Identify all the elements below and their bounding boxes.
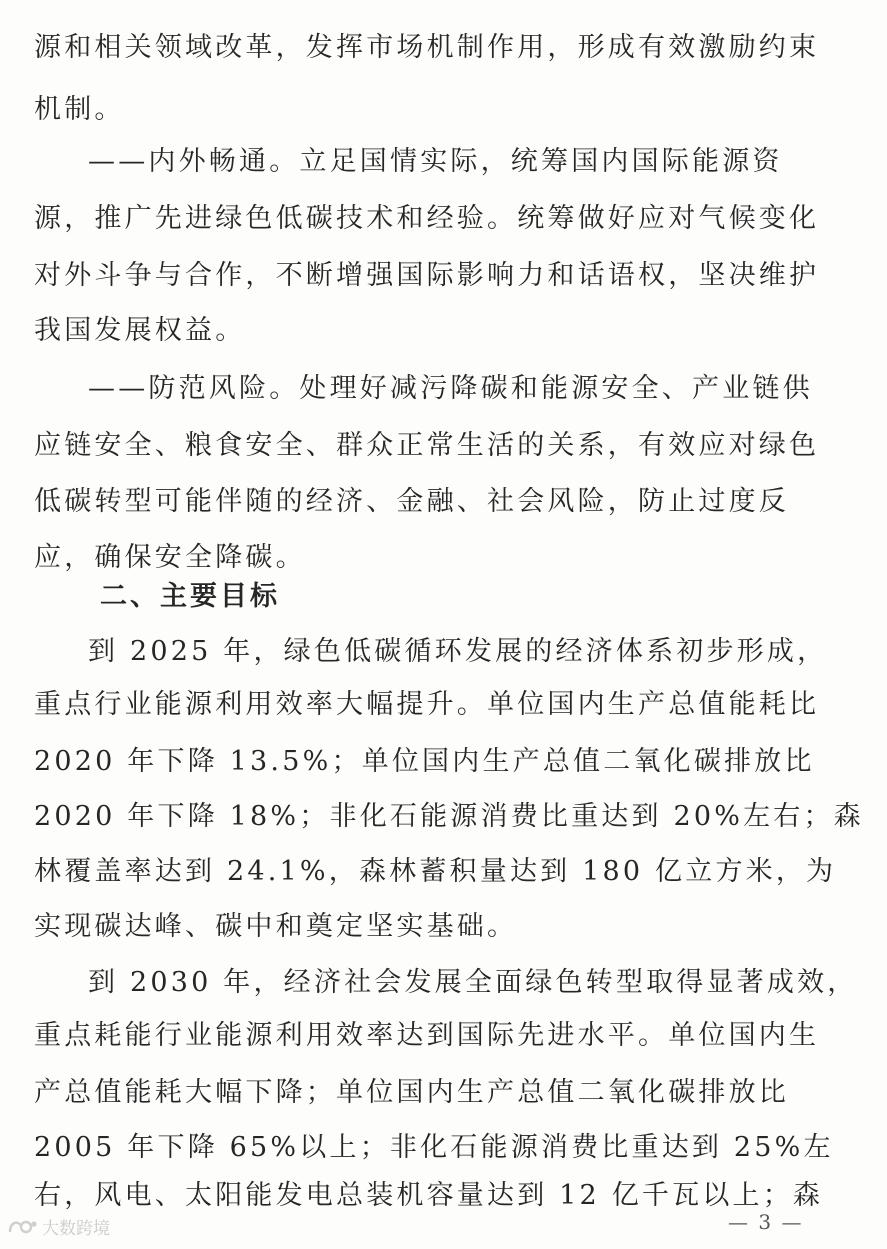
text-line: 我国发展权益。 — [34, 315, 246, 346]
text-line: 林覆盖率达到 24.1%，森林蓄积量达到 180 亿立方米，为 — [34, 856, 837, 887]
text-line: 2020 年下降 18%；非化石能源消费比重达到 20%左右；森 — [34, 801, 864, 832]
page-number: — 3 — — [728, 1210, 804, 1234]
text-line: 应链安全、粮食安全、群众正常生活的关系，有效应对绿色 — [34, 430, 820, 461]
text-line: 重点行业能源利用效率大幅提升。单位国内生产总值能耗比 — [34, 689, 820, 720]
text-line: 2005 年下降 65%以上；非化石能源消费比重达到 25%左 — [34, 1132, 834, 1163]
text-line: 源和相关领域改革，发挥市场机制作用，形成有效激励约束 — [34, 32, 820, 63]
text-line: 到 2030 年，经济社会发展全面绿色转型取得显著成效， — [88, 967, 858, 998]
watermark-text: 大数跨境 — [42, 1219, 110, 1239]
text-line: 产总值能耗大幅下降；单位国内生产总值二氧化碳排放比 — [34, 1077, 789, 1108]
text-line: 重点耗能行业能源利用效率达到国际先进水平。单位国内生 — [34, 1020, 820, 1051]
text-line: 源，推广先进绿色低碳技术和经验。统筹做好应对气候变化 — [34, 203, 820, 234]
watermark-logo-icon — [8, 1218, 38, 1236]
section-heading: 二、主要目标 — [100, 581, 280, 612]
text-line: 右，风电、太阳能发电总装机容量达到 12 亿千瓦以上；森 — [34, 1180, 824, 1211]
text-line: ——内外畅通。立足国情实际，统筹国内国际能源资 — [88, 146, 783, 177]
text-line: 机制。 — [34, 94, 125, 125]
text-line: 应，确保安全降碳。 — [34, 542, 306, 573]
text-line: 到 2025 年，绿色低碳循环发展的经济体系初步形成， — [88, 636, 828, 667]
watermark — [8, 1214, 110, 1239]
text-line: 低碳转型可能伴随的经济、金融、社会风险，防止过度反 — [34, 486, 789, 517]
text-line: ——防范风险。处理好减污降碳和能源安全、产业链供 — [88, 373, 813, 404]
text-line: 对外斗争与合作，不断增强国际影响力和话语权，坚决维护 — [34, 260, 820, 291]
text-line: 实现碳达峰、碳中和奠定坚实基础。 — [34, 911, 518, 942]
text-line: 2020 年下降 13.5%；单位国内生产总值二氧化碳排放比 — [34, 746, 815, 777]
